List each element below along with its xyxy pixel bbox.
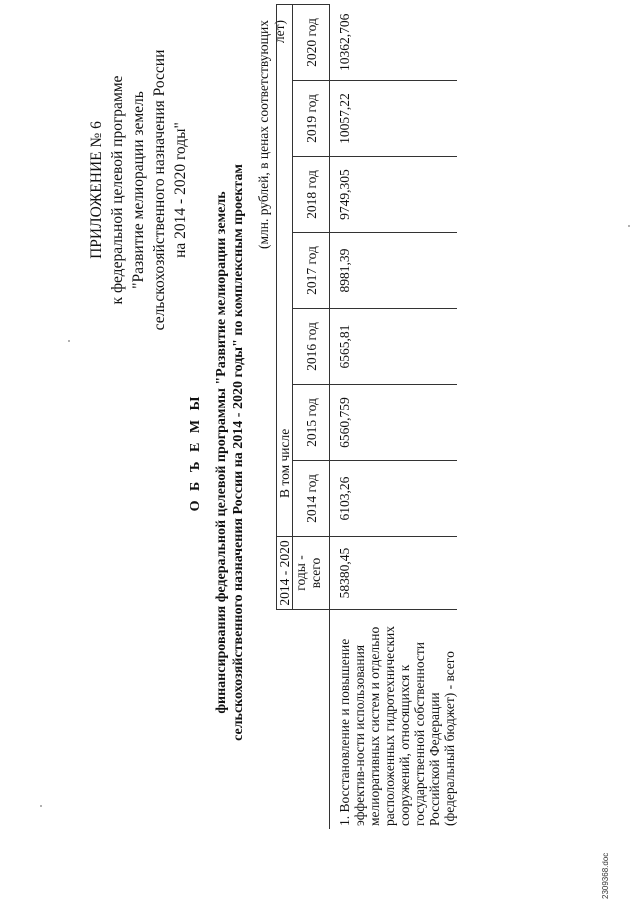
header-including-label: В том числе	[277, 428, 292, 498]
row-value-2018: 9749,305	[330, 157, 458, 233]
header-year-2016: 2016 год	[293, 309, 330, 385]
document-title	[188, 40, 247, 865]
header-year-2015: 2015 год	[293, 385, 330, 461]
scan-speck	[68, 340, 70, 342]
header-total-period: 2014 - 2020	[277, 537, 293, 610]
row-label: 1. Восстановление и повышение эффектив-ности использования мелиоративных систем и отдельно расположенных гидротехнических сооружений, относящихся к государственной собственности Российской Федерации (федеральный бюджет) - всего	[337, 626, 457, 826]
title-line-2: сельскохозяйственного назначения России на 2014 - 2020 годы" по комплексным проектам	[231, 164, 246, 741]
document-file-code: 2309368.doc	[601, 852, 610, 899]
header-year-2019: 2019 год	[293, 81, 330, 157]
row-value-2016: 6565,81	[330, 309, 458, 385]
table-row	[330, 5, 458, 830]
scan-speck	[628, 225, 630, 227]
header-year-2020: 2020 год	[293, 5, 330, 81]
appendix-program-name-2: сельскохозяйственного назначения России	[151, 49, 168, 331]
header-year-2014: 2014 год	[293, 461, 330, 537]
header-year-2017: 2017 год	[293, 233, 330, 309]
row-value-2019: 10057,22	[330, 81, 458, 157]
appendix-program-name-1: "Развитие мелиорации земель	[130, 91, 147, 289]
row-value-2014: 6103,26	[330, 461, 458, 537]
appendix-program-name-3: на 2014 - 2020 годы"	[172, 122, 189, 258]
financing-table	[276, 4, 457, 829]
header-blank-cell	[277, 610, 330, 830]
scan-speck	[40, 805, 42, 807]
row-value-2015: 6560,759	[330, 385, 458, 461]
row-total-value: 58380,45	[330, 537, 458, 610]
header-including	[277, 5, 293, 537]
title-main: О Б Ъ Е М Ы	[188, 393, 203, 512]
appendix-program-ref: к федеральной целевой программе	[109, 75, 126, 305]
appendix-number: ПРИЛОЖЕНИЕ № 6	[88, 121, 105, 259]
row-value-2017: 8981,39	[330, 233, 458, 309]
appendix-header	[86, 35, 191, 345]
title-line-1: финансирования федеральной целевой программы "Развитие мелиорации земель	[214, 191, 229, 714]
row-value-2020: 10362,706	[330, 5, 458, 81]
units-note: (млн. рублей, в ценах соответствующих лет)	[256, 20, 287, 250]
header-total-label: годы - всего	[293, 537, 330, 610]
header-year-2018: 2018 год	[293, 157, 330, 233]
